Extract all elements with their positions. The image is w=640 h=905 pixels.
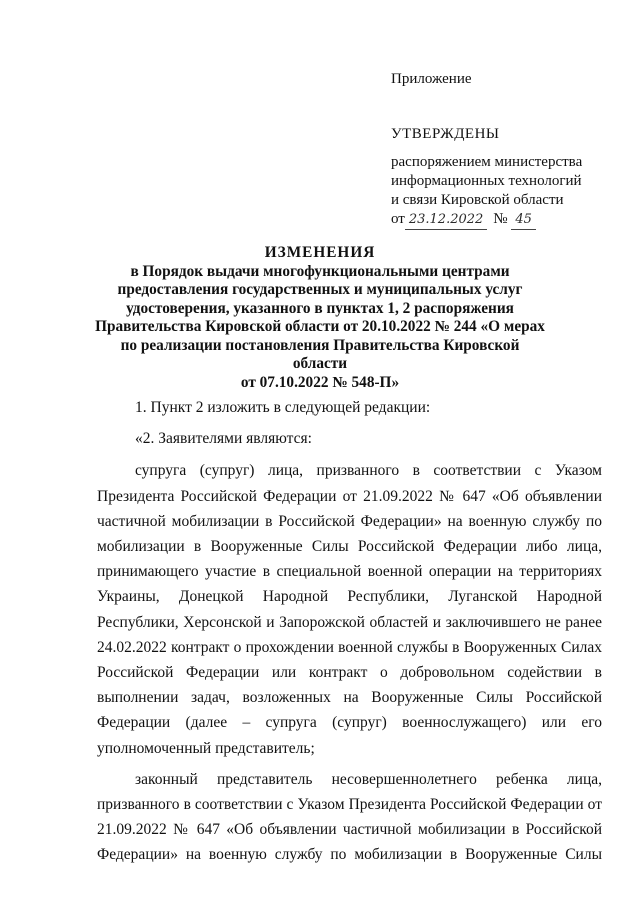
- paragraph-line: Президента Российской Федерации от 21.09.2022 № 647 «Об объявлении: [97, 487, 602, 505]
- document-body: [97, 395, 602, 868]
- paragraph-line: Украины, Донецкой Народной Республики, Луганской Народной: [97, 588, 602, 606]
- document-title: [95, 244, 545, 392]
- paragraph-spouse: [97, 458, 602, 760]
- appendix-label: Приложение: [391, 71, 472, 87]
- title-line-3: удостоверения, указанного в пунктах 1, 2 распоряжения: [126, 299, 514, 317]
- paragraph-line: принимающего участие в специальной военной операции на территориях: [97, 563, 602, 581]
- issued-by-line-2: информационных технологий: [391, 173, 582, 189]
- paragraph-legal-representative: [97, 767, 602, 868]
- approval-details: [391, 153, 582, 230]
- item-2: «2. Заявителями являются:: [135, 430, 312, 448]
- date-prefix: от: [391, 211, 405, 227]
- title-line-6: от 07.10.2022 № 548-П»: [240, 373, 400, 391]
- title-line-1: в Порядок выдачи многофункциональными центрами: [130, 262, 510, 280]
- paragraph-line: Республики, Херсонской и Запорожской областей и заключившего не ранее: [97, 613, 602, 631]
- paragraph-line: 24.02.2022 контракт о прохождении военной службы в Вооруженных Силах: [97, 638, 602, 656]
- paragraph-line: 21.09.2022 № 647 «Об объявлении частичной мобилизации в Российской: [97, 821, 602, 839]
- paragraph-line: Российской Федерации или контракт о добровольном содействии в: [97, 664, 602, 682]
- issued-by-line-3: и связи Кировской области: [391, 192, 564, 208]
- title-line-4: Правительства Кировской области от 20.10.2022 № 244 «О мерах: [95, 318, 545, 335]
- approved-label: УТВЕРЖДЕНЫ: [391, 126, 500, 142]
- paragraph-line: законный представитель несовершеннолетнего ребенка лица,: [135, 770, 602, 788]
- paragraph-line: частичной мобилизации в Российской Федерации» на военную службу по: [97, 512, 602, 530]
- paragraph-line: Федерации (далее – супруга (супруг) военнослужащего) или его: [97, 714, 602, 732]
- handwritten-date: 23.12.2022: [405, 210, 487, 230]
- title-line-5: по реализации постановления Правительства Кировской области: [120, 336, 520, 372]
- paragraph-line: Федерации» на военную службу по мобилизации в Вооруженные Силы: [97, 846, 602, 864]
- title-main: ИЗМЕНЕНИЯ: [264, 244, 376, 261]
- approval-date-line: [391, 210, 582, 230]
- issued-by-line-1: распоряжением министерства: [391, 154, 583, 170]
- paragraph-line: уполномоченный представитель;: [97, 739, 315, 757]
- item-1: 1. Пункт 2 изложить в следующей редакции:: [135, 399, 431, 416]
- number-sign: №: [493, 211, 508, 227]
- handwritten-number: 45: [511, 210, 536, 230]
- title-line-2: предоставления государственных и муниципальных услуг: [117, 281, 523, 298]
- paragraph-line: мобилизации в Вооруженные Силы Российской Федерации либо лица,: [97, 538, 602, 556]
- paragraph-line: выполнении задач, возложенных на Вооруженные Силы Российской: [97, 689, 602, 707]
- paragraph-line: призванного в соответствии с Указом Президента Российской Федерации от: [97, 796, 602, 814]
- paragraph-line: супруга (супруг) лица, призванного в соответствии с Указом: [135, 462, 602, 480]
